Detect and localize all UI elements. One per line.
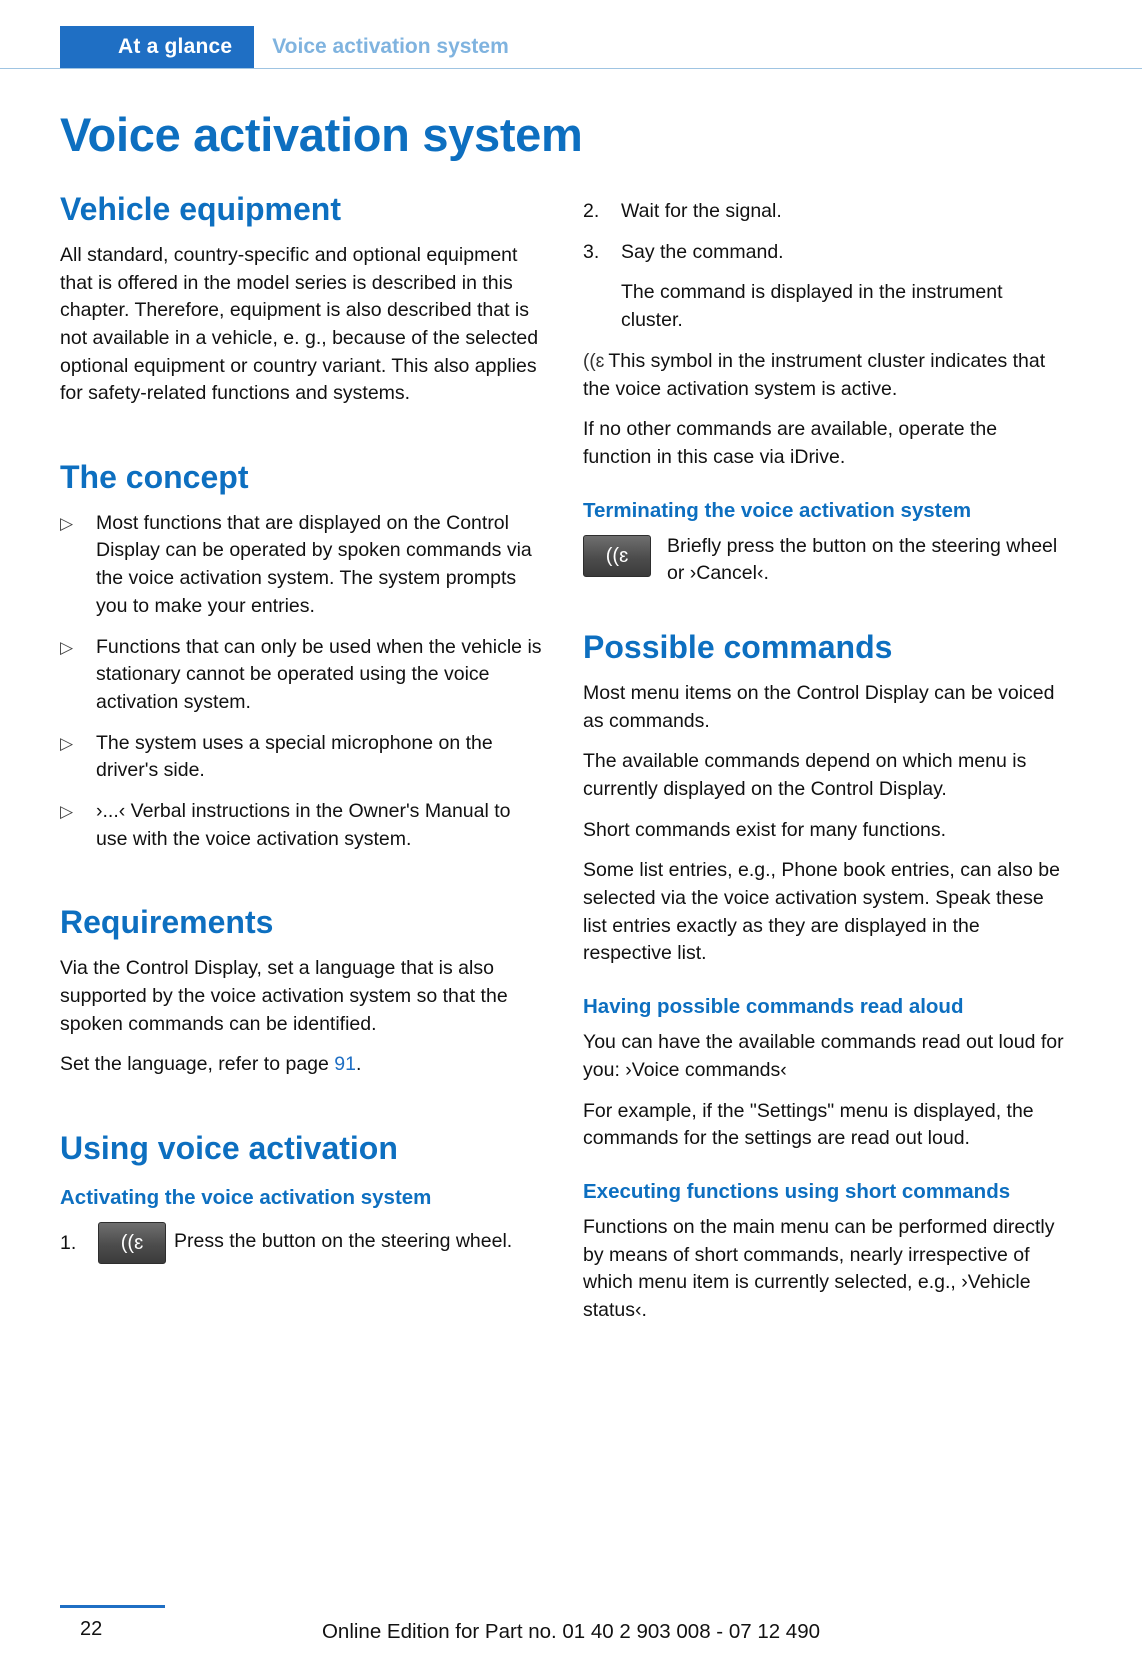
read-aloud-paragraph: You can have the available commands read out loud for you: ›Voice commands‹ <box>583 1031 1064 1081</box>
list-item <box>60 510 545 621</box>
voice-button-glyph: ((ɛ <box>120 1231 144 1254</box>
read-aloud-paragraph: For example, if the "Settings" menu is displayed, the commands for the settings are read out loud. <box>583 1099 1034 1150</box>
page-reference-suffix: . <box>356 1053 362 1076</box>
page-reference-prefix: Set the language, refer to page <box>60 1053 335 1076</box>
requirements-page-reference <box>60 1051 545 1079</box>
section-heading-vehicle-equipment: Vehicle equipment <box>60 191 341 227</box>
subheading-short-commands: Executing functions using short commands <box>583 1179 1011 1203</box>
page-reference-link[interactable]: 91 <box>334 1053 356 1076</box>
bullet-marker-icon: ▷ <box>60 733 74 753</box>
footer-page-number: 22 <box>80 1618 103 1640</box>
page-title: Voice activation system <box>60 108 583 161</box>
possible-commands-paragraph: Most menu items on the Control Display can be voiced as commands. <box>583 681 1055 732</box>
bullet-marker-icon: ▷ <box>60 637 74 657</box>
section-heading-possible-commands: Possible commands <box>583 629 893 666</box>
bullet-marker-icon: ▷ <box>60 513 74 533</box>
list-item <box>60 798 545 853</box>
possible-commands-paragraph: Short commands exist for many functions. <box>583 818 947 841</box>
header-chapter-title: Voice activation system <box>272 35 509 58</box>
step-text: Say the command. <box>621 240 784 263</box>
vehicle-equipment-paragraph: All standard, country-specific and optional equipment that is offered in the model series is described in this chapter. Therefore, equipment is also described that is not available in a vehicle, e. g., because of the selected optional equipment or country variant. This also applies for safety-related functions and systems. <box>60 243 539 405</box>
possible-commands-paragraph: Some list entries, e.g., Phone book entries, can also be selected via the voice activation system. Speak these list entries exactly as they are displayed in the respective list. <box>583 859 1060 965</box>
requirements-paragraph: Via the Control Display, set a language that is also supported by the voice activation system so that the spoken commands can be identified. <box>60 957 508 1035</box>
voice-button-icon[interactable] <box>583 535 651 577</box>
activation-step-1 <box>60 1220 545 1264</box>
page-header <box>60 26 1082 68</box>
section-heading-requirements: Requirements <box>60 904 274 941</box>
content-columns <box>60 192 1082 1338</box>
step-text: Press the button on the steering wheel. <box>174 1229 513 1252</box>
list-item-text: Functions that can only be used when the vehicle is stationary cannot be operated using the voice activation system. <box>96 635 542 713</box>
step-text: Wait for the signal. <box>621 200 782 222</box>
voice-symbol-paragraph <box>583 348 1068 404</box>
section-heading-the-concept: The concept <box>60 458 249 495</box>
list-item <box>60 634 545 717</box>
left-column <box>60 192 545 1264</box>
header-tab-at-a-glance[interactable]: At a glance <box>60 26 254 68</box>
concept-bullet-list <box>60 510 545 854</box>
voice-button-icon[interactable] <box>98 1222 166 1264</box>
document-page <box>0 26 1142 1680</box>
section-heading-using-voice-activation: Using voice activation <box>60 1129 398 1166</box>
subheading-activating-voice-activation: Activating the voice activation system <box>60 1185 432 1209</box>
terminating-text: Briefly press the button on the steering wheel or ›Cancel‹. <box>667 534 1058 585</box>
voice-symbol-icon: ((ɛ <box>583 350 605 372</box>
terminating-instruction <box>583 533 1068 588</box>
page-footer <box>60 1605 1082 1652</box>
bullet-marker-icon: ▷ <box>60 801 74 821</box>
footer-edition-text: Online Edition for Part no. 01 40 2 903 008 - 07 12 490 <box>321 1620 821 1643</box>
step-number: 3. <box>583 240 600 263</box>
short-commands-paragraph: Functions on the main menu can be performed directly by means of short commands, nearly irrespective of which menu item is currently selected, e.g., ›Vehicle status‹. <box>583 1215 1055 1321</box>
list-item-text: Most functions that are displayed on the Control Display can be operated by spoken commands via the voice activation system. The system prompts you to make your entries. <box>96 511 532 617</box>
terminating-button-graphic-wrap <box>583 533 651 577</box>
no-commands-paragraph: If no other commands are available, operate the function in this case via iDrive. <box>583 418 998 469</box>
list-item-text: The system uses a special microphone on the driver's side. <box>96 731 493 782</box>
step-number: 1. <box>60 1231 77 1254</box>
list-item <box>60 730 545 785</box>
step-number: 2. <box>583 200 600 222</box>
voice-symbol-text: This symbol in the instrument cluster indicates that the voice activation system is active. <box>583 349 1046 400</box>
step-item <box>583 239 1068 267</box>
header-divider <box>0 68 1142 69</box>
step-note-text: The command is displayed in the instrument cluster. <box>621 281 1003 332</box>
possible-commands-paragraph: The available commands depend on which menu is currently displayed on the Control Display. <box>583 750 1027 801</box>
voice-button-glyph: ((ɛ <box>605 544 629 567</box>
steering-wheel-button-graphic-wrap <box>98 1220 174 1264</box>
step-item <box>583 198 1068 226</box>
subheading-read-aloud: Having possible commands read aloud <box>583 995 964 1019</box>
footer-divider <box>60 1605 165 1608</box>
activation-steps-continued <box>583 198 1068 335</box>
list-item-text: ›...‹ Verbal instructions in the Owner's Manual to use with the voice activation system. <box>96 799 511 850</box>
right-column <box>583 192 1068 1338</box>
subheading-terminating: Terminating the voice activation system <box>583 498 972 522</box>
